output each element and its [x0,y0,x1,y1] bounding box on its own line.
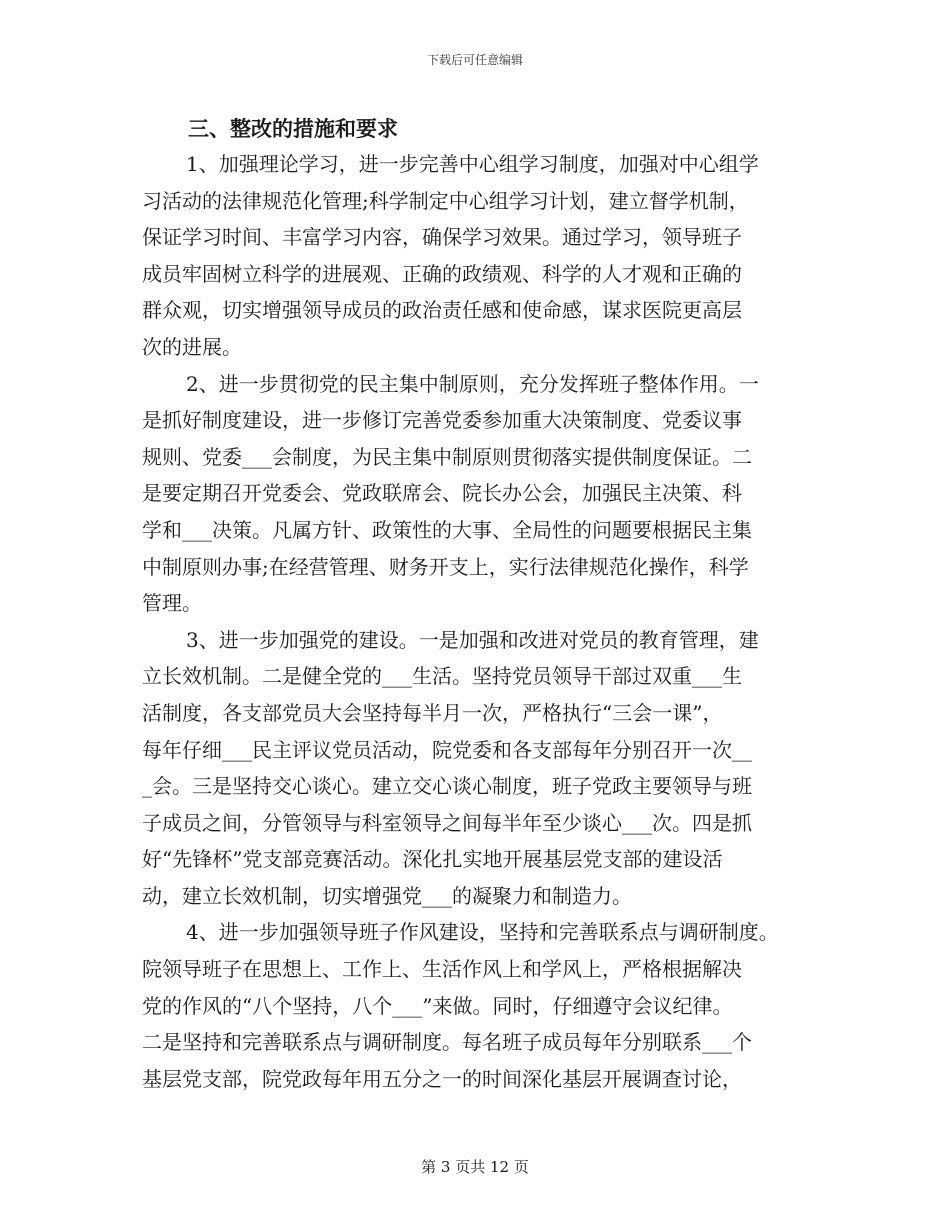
document-body [142,112,810,1097]
text-line: 是抓好制度建设，进一步修订完善党委参加重大决策制度、党委议事 [142,408,742,433]
text-line: 次的进展。 [142,334,242,359]
section-heading: 三、整改的措施和要求 [188,116,398,141]
text-line: 活制度，各支部党员大会坚持每半月一次，严格执行“三会一课”， [142,700,723,725]
text-line: 二是坚持和完善联系点与调研制度。每名班子成员每年分别联系___个 [142,1030,752,1055]
page-number: 第 3 页共 12 页 [421,1158,529,1176]
text-line: 3、进一步加强党的建设。一是加强和改进对党员的教育管理，建 [186,627,759,652]
text-line: 4、进一步加强领导班子作风建设，坚持和完善联系点与调研制度。 [186,920,779,945]
text-line: 保证学习时间、丰富学习内容，确保学习效果。通过学习，领导班子 [142,225,742,250]
text-line: 习活动的法律规范化管理;科学制定中心组学习计划，建立督学机制， [142,188,749,213]
text-line: 动，建立长效机制，切实增强党___的凝聚力和制造力。 [142,883,632,908]
text-line: 每年仔细___民主评议党员活动，院党委和各支部每年分别召开一次__ [142,737,752,762]
text-line: 成员牢固树立科学的进展观、正确的政绩观、科学的人才观和正确的 [142,261,742,286]
text-line: 好“先锋杯”党支部竞赛活动。深化扎实地开展基层党支部的建设活 [142,847,723,872]
text-line: 党的作风的“八个坚持，八个___”来做。同时，仔细遵守会议纪律。 [142,993,733,1018]
page-header: 下载后可任意编辑 [426,53,523,67]
text-line: 2、进一步贯彻党的民主集中制原则，充分发挥班子整体作用。一 [186,371,759,396]
paragraph-lines [142,146,810,1097]
text-line: 基层党支部，院党政每年用五分之一的时间深化基层开展调查讨论， [142,1066,742,1091]
text-line: 规则、党委___会制度，为民主集中制原则贯彻落实提供制度保证。二 [142,444,752,469]
text-line: 1、加强理论学习，进一步完善中心组学习制度，加强对中心组学 [186,152,759,176]
text-line: 立长效机制。二是健全党的___生活。坚持党员领导干部过双重___生 [142,664,742,689]
text-line: _会。三是坚持交心谈心。建立交心谈心制度，班子党政主要领导与班 [142,774,752,799]
text-line: 中制原则办事;在经营管理、财务开支上，实行法律规范化操作，科学 [142,554,749,579]
text-line: 群众观，切实增强领导成员的政治责任感和使命感，谋求医院更高层 [142,298,742,323]
text-line: 管理。 [142,591,202,616]
text-line: 是要定期召开党委会、党政联席会、院长办公会，加强民主决策、科 [142,481,742,506]
text-line: 院领导班子在思想上、工作上、生活作风上和学风上，严格根据解决 [142,957,742,982]
text-line: 学和___决策。凡属方针、政策性的大事、全局性的问题要根据民主集 [142,517,752,542]
text-line: 子成员之间，分管领导与科室领导之间每半年至少谈心___次。四是抓 [142,810,752,835]
